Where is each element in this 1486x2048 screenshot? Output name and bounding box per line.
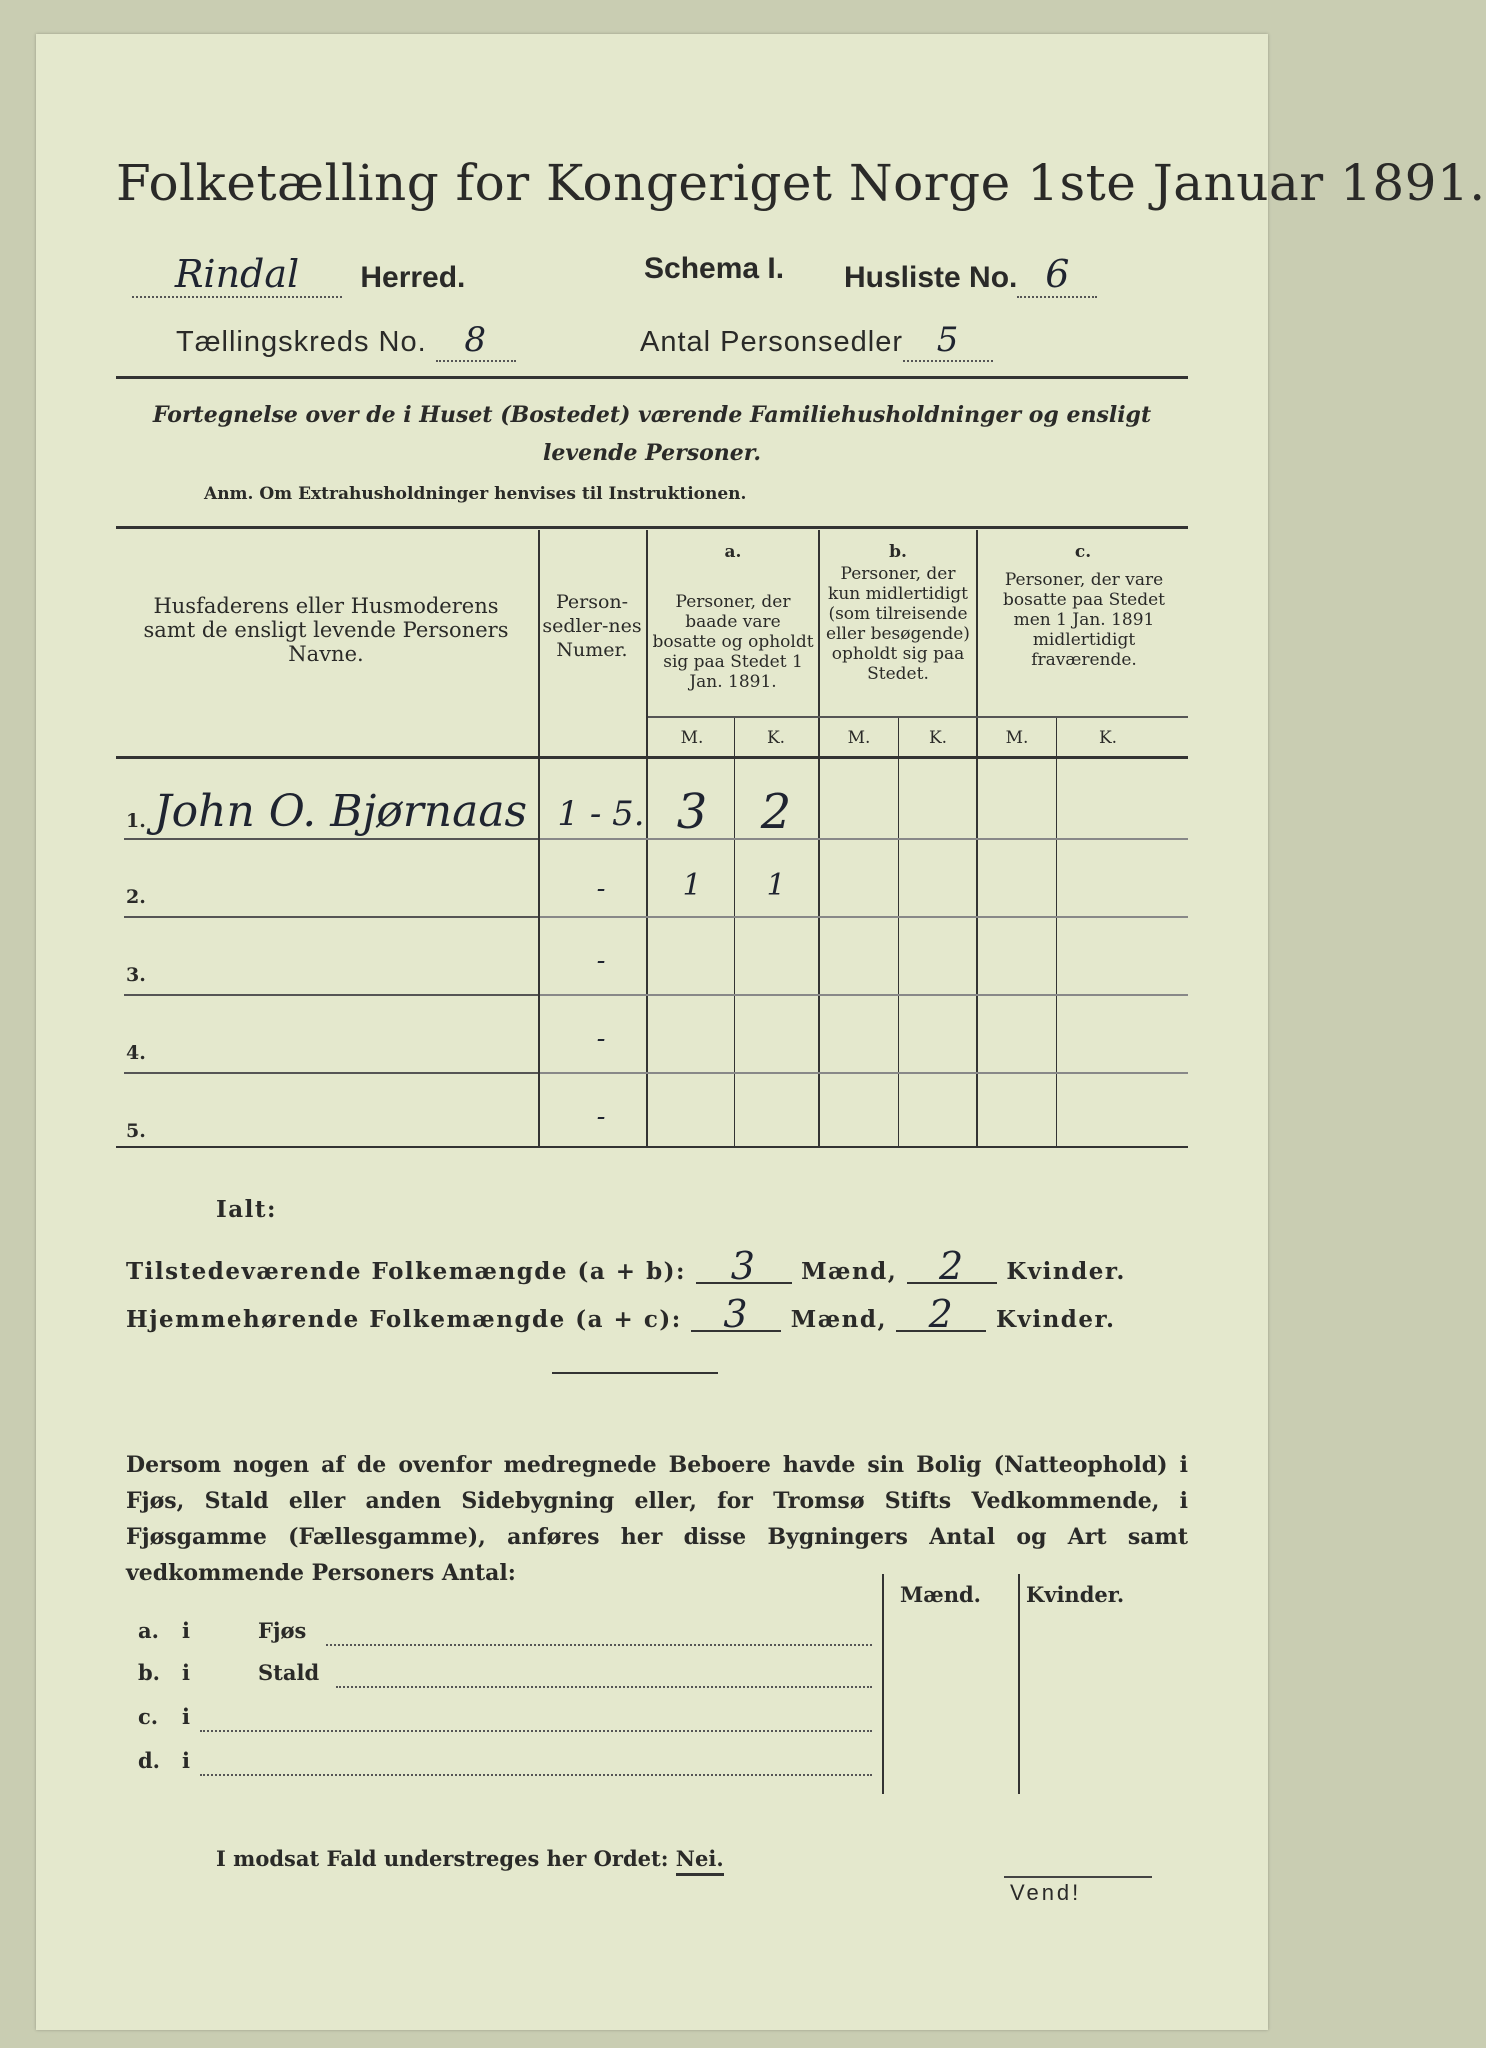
group-b-letter: b. [889, 542, 907, 562]
intro-line-1: Fortegnelse over de i Huset (Bostedet) værende Familiehusholdninger og ensligt [152, 402, 1152, 428]
modsat-label: I modsat Fald understreges her Ordet: [216, 1846, 669, 1871]
section-divider [552, 1372, 718, 1374]
nei-word: Nei. [676, 1846, 724, 1876]
schema-label: Schema I. [644, 252, 785, 285]
b-m-label: M. [847, 728, 871, 748]
group-c-header: Personer, der vare bosatte paa Stedet men 1 Jan. 1891 midlertidigt fraværende. [1003, 570, 1165, 670]
row-number: 5. [126, 1120, 146, 1142]
total-line-present [126, 1244, 1126, 1288]
row-number: 2. [126, 886, 146, 908]
resident-men-label: Mænd, [790, 1306, 887, 1333]
resident-women-value: 2 [896, 1298, 986, 1332]
present-label: Tilstedeværende Folkemængde (a + b): [126, 1258, 687, 1285]
row-number: 4. [126, 1042, 146, 1064]
building-letter: c. [138, 1704, 159, 1729]
group-b-header: Personer, der kun midlertidigt (som tilreisende eller besøgende) opholdt sig paa Stedet. [826, 564, 970, 684]
a-k-value: 2 [760, 784, 792, 840]
row-line-1-right [540, 838, 1188, 840]
building-letter: d. [138, 1748, 160, 1773]
a-m-value: 3 [676, 784, 708, 840]
row-line-1 [124, 838, 538, 840]
person-name: John O. Bjørnaas [154, 786, 528, 837]
names-column-header: Husfaderens eller Husmoderens samt de ensligt levende Personers Navne. [143, 594, 509, 666]
table-top-rule [116, 526, 1188, 529]
kreds-label: Tællingskreds No. [176, 326, 427, 358]
husliste-value: 6 [1017, 252, 1097, 298]
col-line-c-mk [1056, 718, 1057, 1146]
numer-column-header: Person-sedler-nes Numer. [542, 591, 642, 661]
present-women-value: 2 [907, 1250, 997, 1284]
resident-women-label: Kvinder. [995, 1306, 1116, 1333]
present-men-value: 3 [696, 1250, 792, 1284]
col-line-b-mk [898, 718, 899, 1146]
building-prep: i [182, 1618, 190, 1643]
building-label: Stald [258, 1660, 320, 1685]
herred-value: Rindal [132, 252, 342, 298]
personsedler-numer: - [596, 1102, 606, 1132]
antal-value: 5 [903, 320, 993, 362]
row-number: 3. [126, 964, 146, 986]
a-k-value: 1 [766, 868, 786, 903]
census-form-page [36, 34, 1486, 2030]
c-k-label: K. [1098, 728, 1118, 748]
buildings-men-header: Mænd. [900, 1582, 981, 1607]
mk-header-line [648, 716, 1188, 718]
husliste-label: Husliste No. [844, 261, 1018, 294]
row-line-2-right [540, 916, 1188, 918]
building-dotline [336, 1686, 872, 1688]
a-k-label: K. [766, 728, 786, 748]
row-line-4-right [540, 1072, 1188, 1074]
kreds-value: 8 [436, 320, 516, 362]
modsat-line [216, 1846, 724, 1871]
group-a-header: Personer, der baade vare bosatte og opholdt sig paa Stedet 1 Jan. 1891. [652, 592, 814, 692]
a-m-label: M. [680, 728, 704, 748]
group-a-letter: a. [724, 542, 742, 562]
resident-men-value: 3 [691, 1298, 781, 1332]
building-prep: i [182, 1660, 190, 1685]
building-letter: a. [138, 1618, 159, 1643]
present-women-label: Kvinder. [1006, 1258, 1126, 1285]
building-dotline [200, 1730, 872, 1732]
building-prep: i [182, 1748, 190, 1773]
row-line-4 [124, 1072, 538, 1074]
herred-label: Herred. [360, 261, 466, 294]
buildings-col-line-1 [882, 1574, 884, 1794]
form-title: Folketælling for Kongeriget Norge 1ste Januar 1891. [116, 154, 1486, 212]
resident-label: Hjemmehørende Folkemængde (a + c): [126, 1306, 682, 1333]
a-m-value: 1 [682, 868, 702, 903]
header-rule [116, 376, 1188, 379]
building-prep: i [182, 1704, 190, 1729]
intro-line-2: levende Personer. [543, 440, 761, 466]
row-number: 1. [126, 810, 146, 832]
total-line-resident [126, 1292, 1116, 1336]
table-bottom-rule [116, 1146, 1188, 1148]
buildings-paragraph: Dersom nogen af de ovenfor medregnede Beboere havde sin Bolig (Natteophold) i Fjøs, Stald eller anden Sidebygning eller, for Tromsø Stifts Vedkommende, i Fjøsgamme (Fællesgamme), anføres her disse Bygningers Antal og Art samt vedkommende Personers Antal: [126, 1452, 1188, 1586]
building-label: Fjøs [258, 1618, 307, 1643]
col-line-a-mk [734, 718, 735, 1146]
vend-label: Vend! [1010, 1880, 1082, 1905]
herred-line [132, 252, 465, 298]
husliste-line [844, 252, 1097, 298]
c-m-label: M. [1005, 728, 1029, 748]
anm-note: Anm. Om Extrahusholdninger henvises til Instruktionen. [204, 484, 747, 504]
building-dotline [200, 1774, 872, 1776]
intro-text [116, 396, 1188, 472]
table-header-rule [116, 756, 1188, 759]
ialt-label: Ialt: [216, 1196, 278, 1223]
antal-label: Antal Personsedler [640, 326, 904, 358]
row-line-3 [124, 994, 538, 996]
b-k-label: K. [928, 728, 948, 748]
personsedler-numer: - [596, 1024, 606, 1054]
buildings-col-line-2 [1018, 1574, 1020, 1794]
buildings-women-header: Kvinder. [1026, 1582, 1125, 1607]
vend-rule [1004, 1876, 1152, 1878]
kreds-line [176, 320, 516, 362]
building-dotline [326, 1644, 872, 1646]
group-c-letter: c. [1074, 542, 1092, 562]
row-line-3-right [540, 994, 1188, 996]
present-men-label: Mænd, [801, 1258, 898, 1285]
personsedler-numer: 1 - 5. [557, 794, 645, 834]
building-letter: b. [138, 1660, 160, 1685]
antal-line [640, 320, 993, 362]
personsedler-numer: - [596, 874, 606, 904]
row-line-2 [124, 916, 538, 918]
personsedler-numer: - [596, 946, 606, 976]
